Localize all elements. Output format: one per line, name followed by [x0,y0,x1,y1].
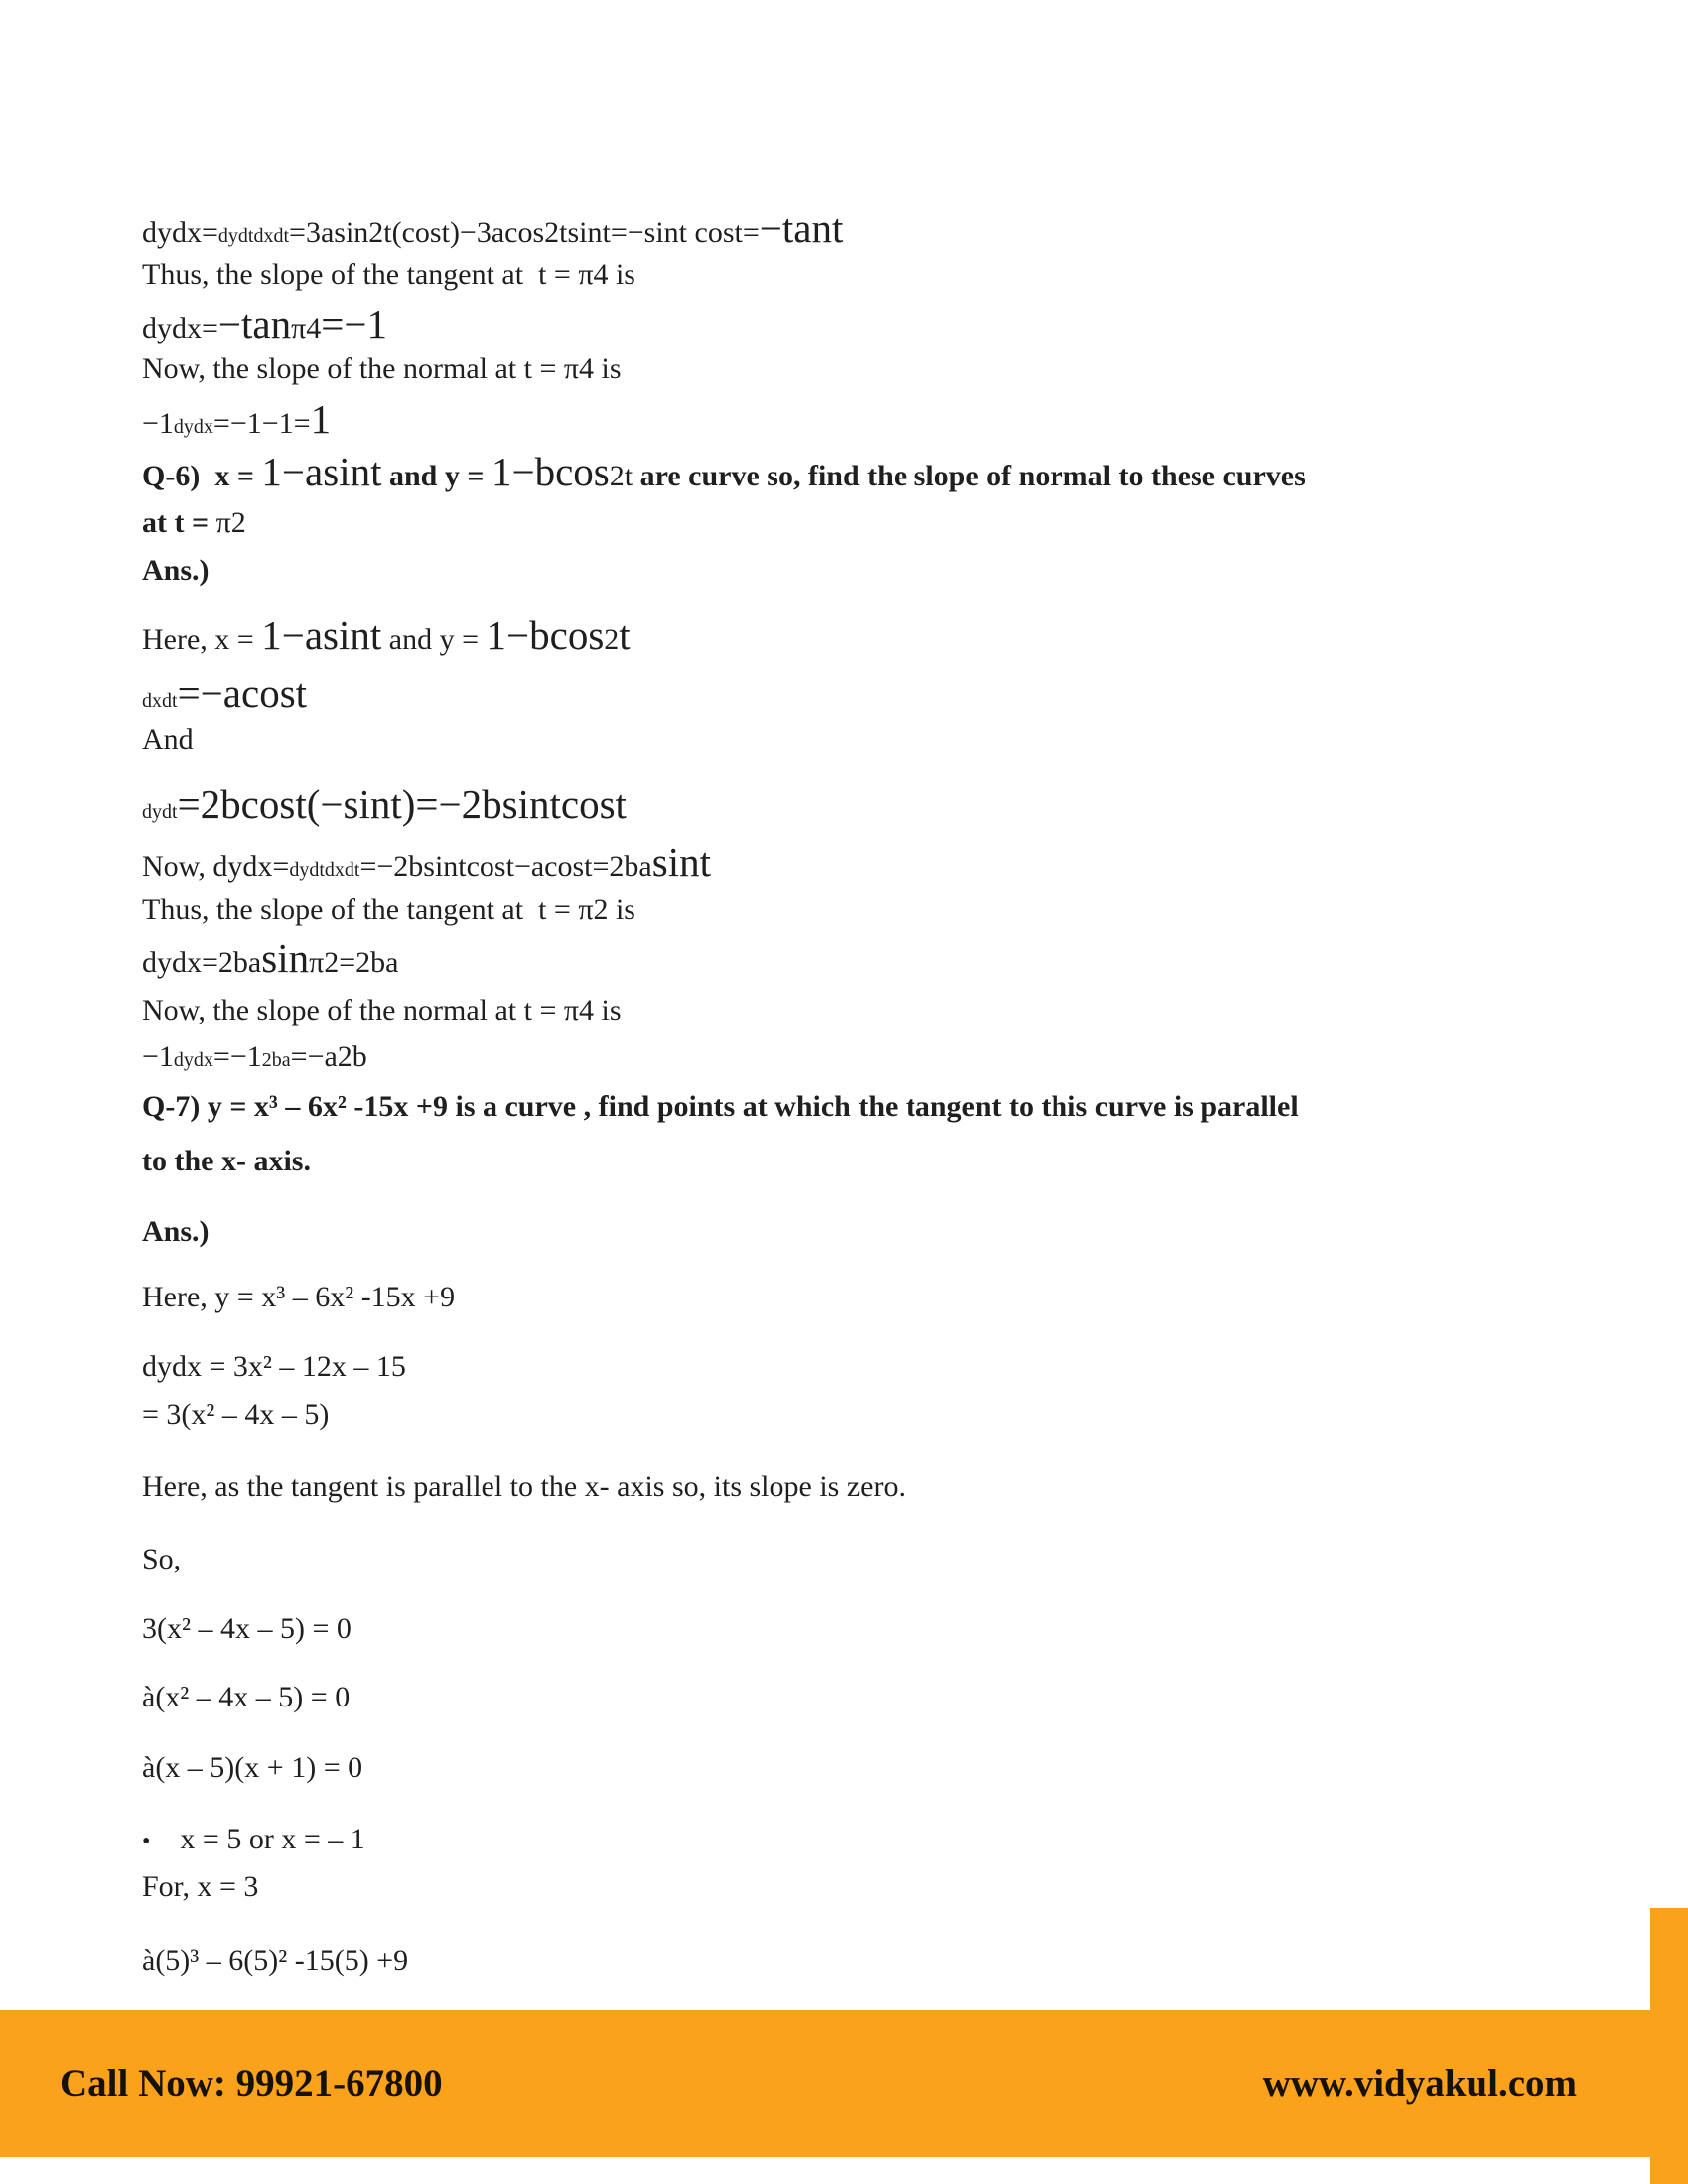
text-segment: −tant [759,205,844,251]
text-segment: π2=2ba [309,946,399,979]
equation-dxdt-acost [142,670,308,716]
equation-dydx-2basin-pi2 [142,935,399,981]
text-segment: Thus, the slope of the tangent at t = π4 is [142,258,635,291]
text-segment: For, x = 3 [142,1870,259,1903]
text-segment: −1 [142,1040,174,1073]
text-segment: Here, y = x³ – 6x² -15x +9 [142,1281,456,1313]
text-tangent-parallel-slope-zero [142,1472,906,1502]
text-segment: Q-6) x = [142,460,262,492]
bullet-x-values [142,1825,365,1854]
text-segment: à(x – 5)(x + 1) = 0 [142,1751,363,1784]
text-segment: Ans.) [142,554,210,587]
question-7 [142,1092,1299,1122]
text-segment: Thus, the slope of the tangent at t = π2 is [142,893,635,926]
text-segment: and y = [381,623,487,656]
text-segment: =−1−1= [212,407,311,440]
text-segment: to the x- axis. [142,1145,311,1177]
text-segment: are curve so, find the slope of normal to these curves [633,460,1306,492]
text-segment: 1−asint [261,613,382,658]
equation-evaluate-5 [142,1946,408,1976]
equation-dydx-3x2 [142,1352,406,1382]
text-segment: 1 [310,396,332,442]
text-segment: à(x² – 4x – 5) = 0 [142,1681,351,1713]
text-segment: 2ba [261,1049,291,1071]
text-segment: 1−bcos [486,613,605,658]
equation-3x2-eq-0 [142,1614,352,1644]
text-segment: Now, the slope of the normal at t = π4 is [142,994,622,1026]
footer-phone: Call Now: 99921-67800 [60,2062,443,2105]
text-here-x-y [142,615,631,656]
text-segment: Here, as the tangent is parallel to the x- axis so, its slope is zero. [142,1470,906,1503]
equation-dydx-tan-pi4 [142,301,388,346]
question-6-at-t [142,508,246,538]
text-segment: −1 [142,407,174,440]
text-segment: =−2bsintcost−acost=2ba [359,850,652,883]
bullet-icon: • [142,1829,151,1854]
text-slope-tangent-pi4 [142,260,635,290]
equation-now-dydx-2basint [142,839,711,885]
text-segment: 2 [604,623,620,656]
equation-dydx-dydtdxdt-tant [142,205,844,251]
text-segment: So, [142,1543,182,1575]
text-segment: x = 5 or x = – 1 [180,1823,365,1855]
text-segment: =2bcost(−sint)=−2bsintcost [177,781,627,827]
text-segment: sin [261,935,310,981]
text-slope-tangent-pi2 [142,895,635,925]
text-segment: =−a2b [290,1040,367,1073]
text-segment: dydtdxdt [217,225,290,247]
text-segment: −tan [217,301,292,346]
text-segment: Here, x = [142,623,262,656]
text-segment: 1−asint [261,449,382,494]
equation-here-y-cubic [142,1283,455,1312]
text-so [142,1545,181,1574]
text-segment: and y = [381,460,492,492]
text-segment: sint [651,839,711,885]
text-segment: dydx= [142,312,218,344]
text-segment: 1−bcos [491,449,610,494]
text-segment: 2t [609,460,633,492]
text-segment: 3(x² – 4x – 5) = 0 [142,1612,352,1645]
text-segment: =3asin2t(cost)−3acos2tsint=−sint cost= [289,216,760,249]
text-segment: dydx=2ba [142,946,262,979]
text-segment: dydt [142,801,178,823]
question-7-continued [142,1147,311,1176]
text-slope-normal-pi4 [142,354,622,384]
footer-website: www.vidyakul.com [1262,2062,1577,2105]
text-segment: π2 [215,506,246,539]
text-slope-normal-pi4-2 [142,996,622,1025]
equation-neg1-dydx-a2b [142,1042,367,1072]
text-segment: Now, the slope of the normal at t = π4 is [142,352,622,385]
text-segment: t [619,613,631,658]
text-segment: dydtdxdt [289,859,360,881]
text-segment: dydx= [142,216,218,249]
text-segment: And [142,723,194,755]
text-segment: at t = [142,506,216,539]
equation-dydt-2bcost [142,781,627,827]
answer-label-q7 [142,1217,210,1247]
equation-arrow-factored-eq-0 [142,1753,362,1783]
text-segment: π4 [291,312,322,344]
text-segment: à(5)³ – 6(5)² -15(5) +9 [142,1944,409,1977]
text-segment: dydx [173,1049,213,1071]
equation-neg1-dydx-1 [142,396,332,442]
text-for-x-3 [142,1872,258,1902]
equation-arrow-x2-eq-0 [142,1683,350,1712]
text-segment: Q-7) y = x³ – 6x² -15x +9 is a curve , find points at which the tangent to this curve is parallel [142,1090,1299,1123]
text-segment: dydx = 3x² – 12x – 15 [142,1350,406,1383]
text-segment: =−1 [321,301,388,346]
text-and [142,725,194,754]
text-segment: =−1 [212,1040,262,1073]
text-segment: dxdt [142,690,178,712]
answer-label-q6 [142,556,210,586]
text-segment: = 3(x² – 4x – 5) [142,1398,330,1431]
text-segment: =−acost [177,670,308,716]
question-6 [142,449,1306,494]
text-segment: dydx [173,416,213,438]
text-segment: Ans.) [142,1215,210,1248]
equation-3-factored [142,1400,329,1430]
text-segment: Now, dydx= [142,850,290,883]
